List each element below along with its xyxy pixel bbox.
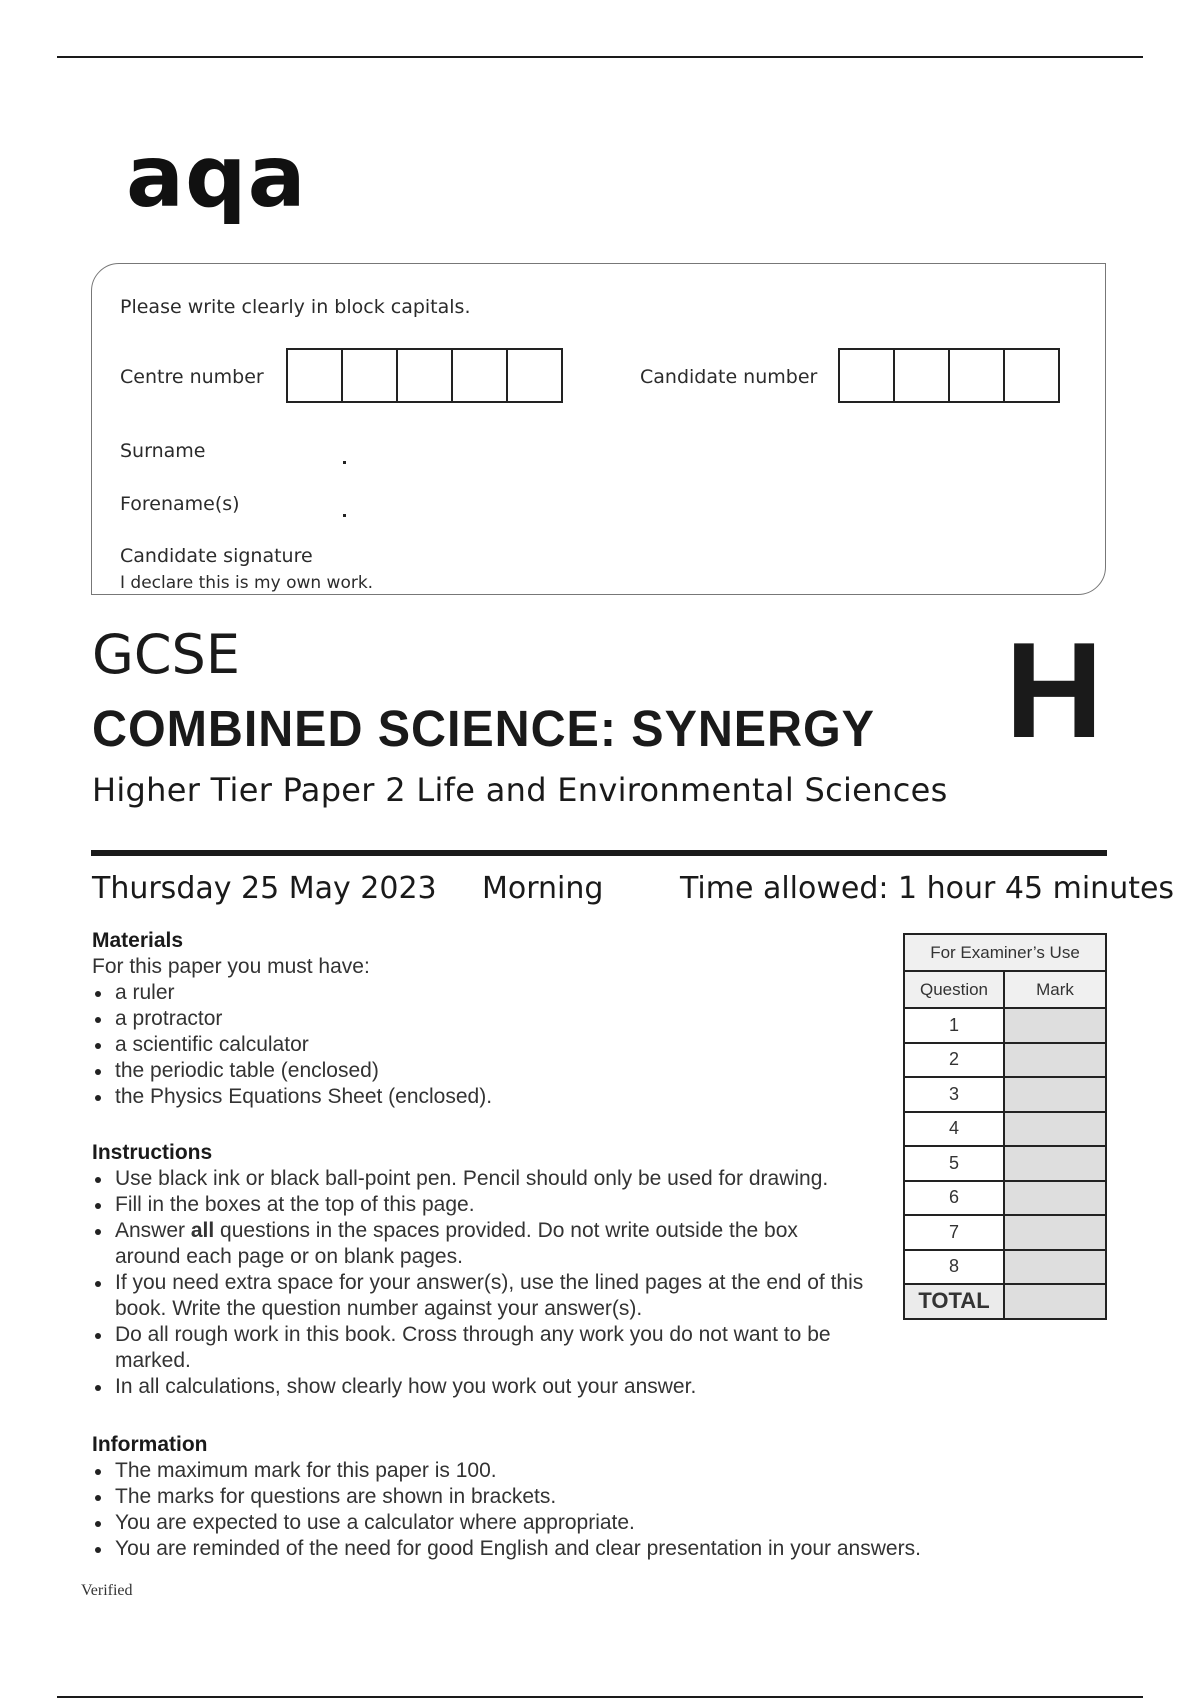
top-rule: [57, 56, 1143, 58]
block-capitals-instruction: Please write clearly in block capitals.: [120, 296, 471, 318]
table-row: [904, 1146, 1106, 1181]
mark-cell[interactable]: [1004, 1250, 1106, 1285]
surname-field[interactable]: [343, 461, 346, 464]
list-item: [92, 1218, 835, 1270]
information-list: [92, 1458, 1042, 1562]
table-row: [904, 1008, 1106, 1043]
instruction-text: Answer: [115, 1219, 191, 1242]
list-item: the Physics Equations Sheet (enclosed).: [92, 1084, 492, 1110]
list-item: Fill in the boxes at the top of this page.: [92, 1192, 892, 1218]
paper-title: Higher Tier Paper 2 Life and Environmental Sciences: [92, 771, 948, 809]
mark-cell[interactable]: [1004, 1146, 1106, 1181]
list-item: the periodic table (enclosed): [92, 1058, 492, 1084]
verified-note: Verified: [81, 1582, 133, 1599]
table-row: [904, 1250, 1106, 1285]
candidate-number-digit[interactable]: [948, 348, 1005, 403]
centre-number-label: Centre number: [120, 366, 264, 388]
question-number: 5: [904, 1146, 1004, 1181]
question-number: 3: [904, 1077, 1004, 1112]
list-item: The maximum mark for this paper is 100.: [92, 1458, 1042, 1484]
tier-letter: H: [1005, 614, 1104, 766]
list-item: Do all rough work in this book. Cross through any work you do not want to be marked.: [92, 1322, 865, 1374]
forenames-field[interactable]: [343, 514, 346, 517]
emphasis-text: all: [190, 1219, 215, 1242]
total-label: TOTAL: [904, 1284, 1004, 1319]
total-mark-cell[interactable]: [1004, 1284, 1106, 1319]
mark-cell[interactable]: [1004, 1077, 1106, 1112]
table-row: [904, 1112, 1106, 1147]
candidate-number-label: Candidate number: [640, 366, 818, 388]
signature-label: Candidate signature: [120, 545, 313, 567]
mark-cell[interactable]: [1004, 1181, 1106, 1216]
list-item: a scientific calculator: [92, 1032, 492, 1058]
instructions-list: [92, 1166, 892, 1400]
candidate-number-digit[interactable]: [893, 348, 950, 403]
list-item: Use black ink or black ball-point pen. Pencil should only be used for drawing.: [92, 1166, 892, 1192]
materials-heading: Materials: [92, 929, 184, 952]
title-divider: [91, 850, 1107, 856]
candidate-number-field[interactable]: [840, 348, 1060, 403]
exam-date: Thursday 25 May 2023: [92, 871, 437, 906]
forenames-label: Forename(s): [120, 493, 240, 515]
list-item: a protractor: [92, 1006, 492, 1032]
list-item: a ruler: [92, 980, 492, 1006]
centre-number-digit[interactable]: [451, 348, 508, 403]
centre-number-digit[interactable]: [396, 348, 453, 403]
examiner-table-title: For Examiner’s Use: [904, 934, 1106, 971]
list-item: You are reminded of the need for good English and clear presentation in your answers.: [92, 1536, 1042, 1562]
aqa-logo: aqa: [126, 127, 307, 227]
mark-cell[interactable]: [1004, 1112, 1106, 1147]
candidate-number-digit[interactable]: [838, 348, 895, 403]
question-column-header: Question: [904, 971, 1004, 1008]
centre-number-field[interactable]: [288, 348, 563, 403]
table-row: [904, 1043, 1106, 1078]
declaration-text: I declare this is my own work.: [120, 573, 374, 593]
question-number: 6: [904, 1181, 1004, 1216]
question-number: 7: [904, 1215, 1004, 1250]
mark-cell[interactable]: [1004, 1215, 1106, 1250]
materials-intro: For this paper you must have:: [92, 955, 370, 978]
question-number: 2: [904, 1043, 1004, 1078]
list-item: In all calculations, show clearly how you work out your answer.: [92, 1374, 892, 1400]
materials-list: [92, 980, 492, 1110]
time-allowed: Time allowed: 1 hour 45 minutes: [680, 871, 1175, 906]
question-number: 1: [904, 1008, 1004, 1043]
information-heading: Information: [92, 1433, 208, 1456]
qualification-title: GCSE: [92, 623, 240, 686]
examiner-use-table: [903, 933, 1107, 1320]
list-item: The marks for questions are shown in brackets.: [92, 1484, 1042, 1510]
table-row: [904, 1181, 1106, 1216]
instruction-text: questions in the spaces provided. Do not write outside the box around each page or on blank pages.: [115, 1219, 798, 1268]
table-row: [904, 1077, 1106, 1112]
table-row: [904, 1215, 1106, 1250]
mark-column-header: Mark: [1004, 971, 1106, 1008]
surname-label: Surname: [120, 440, 206, 462]
instructions-heading: Instructions: [92, 1141, 213, 1164]
centre-number-digit[interactable]: [506, 348, 563, 403]
bottom-rule: [57, 1696, 1143, 1698]
list-item: If you need extra space for your answer(s), use the lined pages at the end of this book. Write the question number against your answer(s).: [92, 1270, 865, 1322]
centre-number-digit[interactable]: [286, 348, 343, 403]
centre-number-digit[interactable]: [341, 348, 398, 403]
mark-cell[interactable]: [1004, 1043, 1106, 1078]
question-number: 8: [904, 1250, 1004, 1285]
mark-cell[interactable]: [1004, 1008, 1106, 1043]
exam-session: Morning: [482, 871, 604, 906]
subject-title: COMBINED SCIENCE: SYNERGY: [92, 700, 875, 757]
question-number: 4: [904, 1112, 1004, 1147]
table-row: [904, 1284, 1106, 1319]
candidate-number-digit[interactable]: [1003, 348, 1060, 403]
list-item: You are expected to use a calculator where appropriate.: [92, 1510, 1042, 1536]
